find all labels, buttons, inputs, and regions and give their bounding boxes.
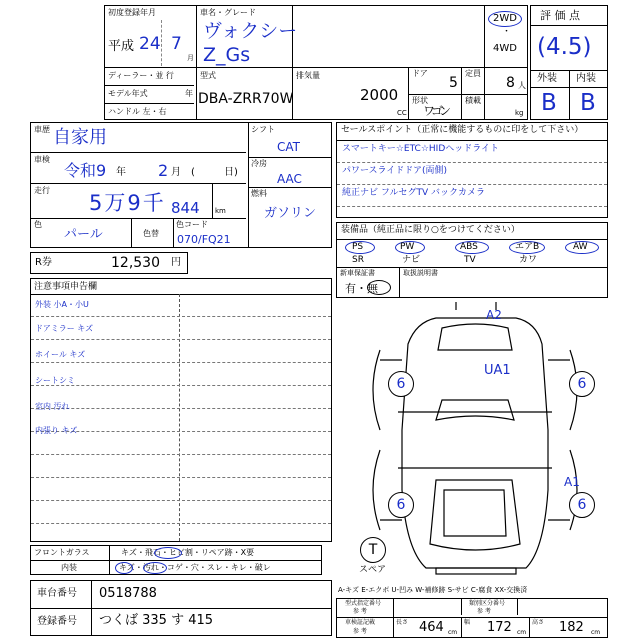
wid-label: 幅 — [464, 619, 471, 626]
class-num-sub: 参 考 — [477, 608, 491, 615]
model-num-label: 型式指定番号 — [345, 600, 382, 607]
sales-line-2: パワースライドドア(両側) — [342, 166, 448, 176]
mileage-rest: 844 — [171, 199, 200, 217]
class-num-label: 類別区分番号 — [469, 600, 506, 607]
inspect-month: 2 — [158, 161, 169, 180]
capacity-label: 定員 — [465, 69, 481, 78]
equip-tv: TV — [464, 255, 476, 265]
ac-label: 冷房 — [251, 159, 267, 168]
type-label: 型式 — [200, 71, 216, 80]
color-code: 070/FQ21 — [177, 233, 231, 246]
inspect-label: 車検 — [34, 155, 50, 164]
month-unit: 月 — [187, 54, 194, 62]
day-unit: 日) — [224, 167, 238, 178]
shift-value: CAT — [277, 140, 300, 154]
equip-pw: PW — [400, 242, 415, 252]
inspect-value: 令和9 — [64, 161, 107, 180]
capacity-value: 8 — [506, 75, 515, 91]
sales-line-3: 純正ナビ フルセグTV バックカメラ — [342, 188, 486, 198]
condition-box — [30, 545, 322, 575]
chassis-label: 車台番号 — [37, 588, 77, 599]
front-glass-label: フロントガラス — [34, 548, 90, 557]
damage-a1: A1 — [564, 475, 580, 489]
note-line-1: 外装 小A・小U — [35, 300, 89, 309]
drive-2wd: 2WD — [493, 13, 517, 24]
equipment-title: 装備品（純正品に限り○をつけてください） — [341, 225, 520, 235]
era-label: 平成 — [108, 39, 135, 54]
hei-value: 182 — [559, 620, 584, 635]
recycle-box — [30, 252, 188, 274]
recycle-value: 12,530 — [111, 255, 160, 271]
reg-year: 24 — [139, 34, 161, 54]
interior-label: 内装 — [576, 73, 596, 84]
disp-unit: CC — [397, 109, 407, 117]
plate-label: 登録番号 — [37, 616, 77, 627]
warranty-label: 新車保証書 — [340, 269, 375, 277]
color-value: パール — [64, 227, 103, 242]
exterior-grade: B — [541, 90, 557, 116]
reg-month: 7 — [171, 34, 182, 54]
score-value: (4.5) — [537, 34, 592, 60]
name-label: 車名・グレード — [200, 8, 256, 17]
car-name: ヴォクシー — [203, 20, 298, 42]
mileage-main: 5万9千 — [89, 191, 166, 215]
disp-value: 2000 — [360, 86, 399, 104]
model-year-label: モデル年式 — [108, 89, 148, 98]
len-value: 464 — [419, 620, 444, 635]
damage-a2: A2 — [486, 308, 502, 322]
equip-leather: カワ — [519, 255, 538, 265]
model-num-sub: 参 考 — [353, 608, 367, 615]
handle-label: ハンドル 左・右 — [108, 107, 167, 116]
day-paren: ( — [191, 167, 195, 178]
disp-label: 排気量 — [296, 71, 320, 80]
equip-ps: PS — [352, 242, 364, 252]
tread-fl: 6 — [388, 371, 414, 397]
registration-box — [30, 122, 332, 248]
first-reg-label: 初度登録年月 — [108, 8, 156, 17]
equip-airbag: エアB — [515, 242, 540, 252]
id-box — [30, 580, 332, 636]
model-year-unit: 年 — [185, 89, 193, 98]
equipment-box — [336, 222, 608, 298]
notes-box — [30, 278, 332, 542]
color-swap-label: 色替 — [143, 229, 159, 238]
year-unit: 年 — [116, 167, 126, 178]
sales-line-1: スマートキー☆ETC☆HIDヘッドライト — [342, 144, 499, 154]
tread-rl: 6 — [388, 492, 414, 518]
tread-fr: 6 — [569, 371, 595, 397]
spare-tire: T — [360, 537, 386, 563]
score-label: 評 価 点 — [540, 9, 580, 22]
weight-unit: kg — [515, 109, 524, 117]
note-line-3: ホイール キズ — [35, 350, 86, 359]
door-value: 5 — [449, 75, 458, 91]
cert-sub: 参 考 — [353, 628, 367, 635]
use-label: 車歴 — [34, 125, 50, 134]
interior-cond-text: キズ・汚れ・コゲ・穴・スレ・キレ・破レ — [119, 563, 271, 572]
hei-label: 高さ — [532, 619, 545, 626]
header-box — [104, 5, 528, 120]
front-glass-text: キズ・飛石・ヒビ割・リペア跡・X要 — [121, 548, 255, 557]
plate-value: つくば 335 す 415 — [99, 613, 214, 628]
tread-rr: 6 — [569, 492, 595, 518]
note-line-4: シートシミ — [35, 376, 75, 385]
use-value: 自家用 — [53, 127, 107, 148]
len-unit: cm — [448, 629, 458, 636]
mileage-label: 走行 — [34, 186, 50, 195]
interior-grade: B — [580, 90, 596, 116]
damage-legend: A-キズ E-エクボ U-凹み W-補修跡 S-サビ C-腐食 XX-交換済 — [338, 586, 528, 594]
equip-navi: ナビ — [402, 255, 421, 265]
warranty-value: 有・無 — [345, 282, 378, 295]
color-label: 色 — [34, 220, 42, 229]
color-code-label: 色コード — [176, 220, 208, 229]
wid-unit: cm — [517, 629, 527, 636]
car-grade: Z_Gs — [203, 44, 251, 66]
note-line-6: 内張り キズ — [35, 426, 78, 435]
damage-ua1: UA1 — [484, 363, 511, 378]
equip-abs: ABS — [460, 242, 478, 252]
equip-aw: AW — [573, 242, 588, 252]
note-line-2: ドアミラー キズ — [35, 324, 94, 333]
drive-4wd: 4WD — [493, 43, 517, 54]
mileage-unit: km — [215, 207, 226, 215]
month-unit-2: 月 — [171, 167, 181, 178]
sales-point-box — [336, 122, 608, 218]
type-value: DBA-ZRR70W — [198, 91, 294, 107]
exterior-label: 外装 — [537, 73, 557, 84]
ac-value: AAC — [277, 172, 302, 186]
shape-value: ワゴン — [423, 104, 448, 118]
fuel-value: ガソリン — [264, 206, 317, 221]
recycle-label: R券 — [35, 257, 52, 268]
weight-label: 積載 — [465, 96, 481, 105]
sales-title: セールスポイント（正常に機能するものに印をして下さい） — [341, 125, 584, 135]
manual-label: 取扱説明書 — [403, 269, 438, 277]
door-label: ドア — [412, 69, 428, 78]
chassis-value: 0518788 — [99, 586, 157, 601]
capacity-unit: 人 — [518, 81, 526, 90]
dealer-label: ディーラー・並 行 — [108, 71, 174, 80]
dimensions-box — [336, 598, 608, 638]
score-box — [530, 5, 608, 120]
equip-sr: SR — [352, 255, 364, 265]
note-line-5: 室内 汚れ — [35, 402, 70, 411]
hei-unit: cm — [591, 629, 601, 636]
recycle-unit: 円 — [171, 257, 181, 268]
fuel-label: 燃料 — [251, 189, 267, 198]
interior-cond-label: 内装 — [61, 563, 77, 572]
wid-value: 172 — [487, 620, 512, 635]
len-label: 長さ — [396, 619, 409, 626]
shift-label: シフト — [251, 125, 275, 134]
drive-dot: ・ — [502, 27, 512, 37]
notes-title: 注意事項申告欄 — [34, 282, 98, 292]
spare-label: スペア — [359, 565, 387, 575]
cert-label: 車検証記載 — [345, 619, 376, 626]
shape-label: 形状 — [412, 96, 428, 105]
